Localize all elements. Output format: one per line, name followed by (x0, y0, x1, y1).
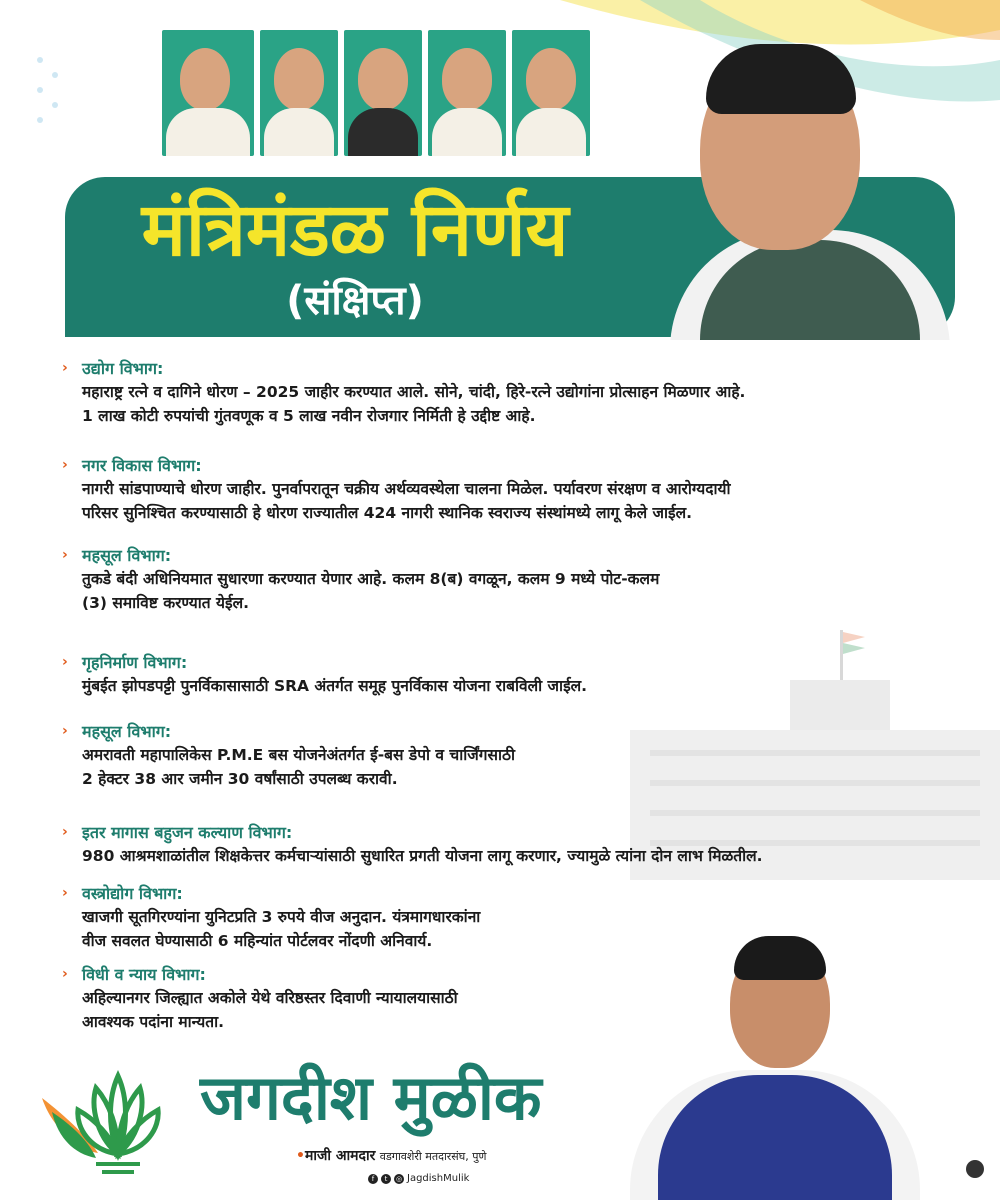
decision-line: महाराष्ट्र रत्ने व दागिने धोरण – 2025 जाहीर करण्यात आले. सोने, चांदी, हिरे-रत्ने उद्योगांना प्रोत्साहन मिळणार आहे. (82, 383, 746, 401)
politician-role (296, 1146, 486, 1165)
decision-item (60, 721, 982, 791)
bullet-chevron-icon: › (62, 654, 68, 670)
lotus-logo (38, 1058, 178, 1178)
decision-item (60, 822, 982, 868)
department-name: महसूल विभाग: (82, 722, 172, 741)
constituency: वडगावशेरी मतदारसंघ, पुणे (379, 1150, 487, 1163)
bullet-chevron-icon: › (62, 723, 68, 739)
bullet-dot-icon: • (296, 1148, 305, 1164)
bullet-chevron-icon: › (62, 885, 68, 901)
leader-photo (512, 30, 590, 156)
facebook-icon: f (368, 1174, 378, 1184)
decision-item (60, 358, 982, 428)
corner-logo-icon (966, 1160, 984, 1178)
bullet-chevron-icon: › (62, 547, 68, 563)
decision-item (60, 545, 982, 615)
social-handles (368, 1173, 469, 1184)
instagram-icon: ◎ (395, 1174, 403, 1183)
page-title: मंत्रिमंडळ निर्णय (141, 187, 569, 273)
department-name: विधी व न्याय विभाग: (82, 965, 206, 984)
leader-photo (428, 30, 506, 156)
politician-name: जगदीश मुळीक (200, 1061, 542, 1134)
decision-line: मुंबईत झोपडपट्टी पुनर्विकासासाठी SRA अंतर्गत समूह पुनर्विकास योजना राबविली जाईल. (82, 677, 588, 695)
bullet-chevron-icon: › (62, 966, 68, 982)
decision-line: 980 आश्रमशाळांतील शिक्षकेत्तर कर्मचाऱ्यांसाठी सुधारित प्रगती योजना लागू करणार, ज्यामुळे त्यांना दोन लाभ मिळतील. (82, 847, 763, 865)
department-name: महसूल विभाग: (82, 546, 172, 565)
decision-line: अहिल्यानगर जिल्ह्यात अकोले येथे वरिष्ठस्तर दिवाणी न्यायालयासाठी (82, 989, 458, 1007)
decision-line: तुकडे बंदी अधिनियमात सुधारणा करण्यात येणार आहे. कलम 8(ब) वगळून, कलम 9 मध्ये पोट-कलम (82, 570, 660, 588)
leader-photo (344, 30, 422, 156)
page-subtitle: (संक्षिप्त) (286, 278, 424, 324)
leader-photo (162, 30, 254, 156)
department-name: उद्योग विभाग: (82, 359, 164, 378)
leader-photo-strip (162, 30, 590, 156)
politician-portrait (630, 930, 920, 1200)
department-name: वस्त्रोद्योग विभाग: (82, 884, 183, 903)
decision-line: आवश्यक पदांना मान्यता. (82, 1013, 224, 1031)
department-name: इतर मागास बहुजन कल्याण विभाग: (82, 823, 293, 842)
decision-line: (3) समाविष्ट करण्यात येईल. (82, 594, 250, 612)
decision-line: 1 लाख कोटी रुपयांची गुंतवणूक व 5 लाख नवीन रोजगार निर्मिती हे उद्दीष्ट आहे. (82, 407, 536, 425)
twitter-icon: t (381, 1174, 391, 1184)
chief-minister-portrait (640, 30, 970, 340)
bullet-chevron-icon: › (62, 360, 68, 376)
leader-photo (260, 30, 338, 156)
decision-item (60, 455, 982, 525)
decision-line: 2 हेक्टर 38 आर जमीन 30 वर्षांसाठी उपलब्ध करावी. (82, 770, 398, 788)
department-name: गृहनिर्माण विभाग: (82, 653, 188, 672)
decision-line: परिसर सुनिश्चित करण्यासाठी हे धोरण राज्यातील 424 नागरी स्थानिक स्वराज्य संस्थांमध्ये लागू केले जाईल. (82, 504, 692, 522)
role-title: माजी आमदार (304, 1148, 376, 1164)
bullet-chevron-icon: › (62, 457, 68, 473)
decision-line: नागरी सांडपाण्याचे धोरण जाहीर. पुनर्वापरातून चक्रीय अर्थव्यवस्थेला चालना मिळेल. पर्यावरण संरक्षण व आरोग्यदायी (82, 480, 731, 498)
decision-item (60, 652, 982, 698)
decision-line: अमरावती महापालिकेस P.M.E बस योजनेअंतर्गत ई-बस डेपो व चार्जिंगसाठी (82, 746, 516, 764)
decision-line: वीज सवलत घेण्यासाठी 6 महिन्यांत पोर्टलवर नोंदणी अनिवार्य. (82, 932, 433, 950)
department-name: नगर विकास विभाग: (82, 456, 202, 475)
bullet-chevron-icon: › (62, 824, 68, 840)
social-handle: JagdishMulik (407, 1173, 470, 1184)
decision-line: खाजगी सूतगिरण्यांना युनिटप्रति 3 रुपये वीज अनुदान. यंत्रमागधारकांना (82, 908, 481, 926)
